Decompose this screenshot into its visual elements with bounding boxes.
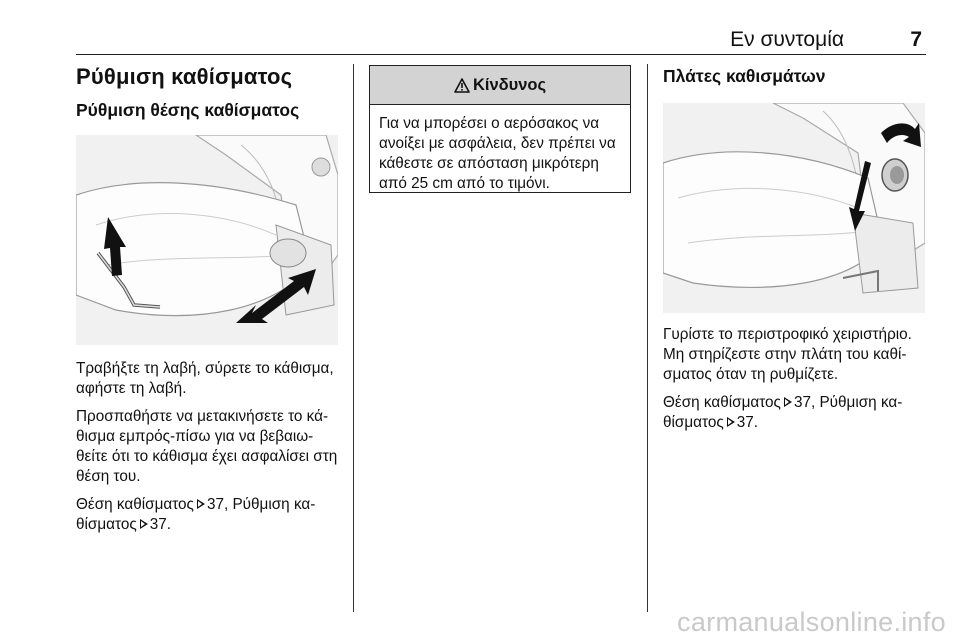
column-divider (647, 64, 648, 612)
danger-text: Για να μπορέσει ο αερόσακος να ανοίξει με ασφάλεια, δεν πρέπει να κάθεστε σε απόσταση μικρότερη από 25 cm από το τιμόνι. (379, 115, 616, 192)
backrest-figure (663, 103, 925, 313)
subsection-title: Πλάτες καθισμάτων (663, 66, 826, 86)
watermark: carmanualsonline.info (677, 607, 946, 637)
page-reference-arrow-icon (140, 519, 148, 529)
page-reference-arrow-icon (727, 417, 735, 427)
cross-reference: Θέση καθίσματος 37, Ρύθμιση κα- θίσματος 37. (663, 394, 903, 431)
section-name: Εν συντομία (730, 28, 844, 51)
section-title: Ρύθμιση καθίσματος (76, 64, 293, 89)
seat-longitudinal-adjustment-illustration (76, 135, 338, 345)
page-link[interactable]: 37, Ρύθμιση κα- (793, 394, 903, 411)
page-link[interactable]: 37, Ρύθμιση κα- (206, 496, 316, 513)
right-column (663, 64, 928, 441)
page-link[interactable]: 37. (736, 414, 758, 431)
page-reference-arrow-icon (197, 499, 205, 509)
danger-box (369, 65, 631, 193)
instruction-paragraph: Προσπαθήστε να μετακινήσετε το κά- θισμα εμπρός-πίσω για να βεβαιω- θείτε ότι το κάθισμα έχει ασφαλίσει στη θέση του. (76, 408, 338, 485)
danger-heading-text: Κίνδυνος (472, 75, 547, 94)
column-divider (353, 64, 354, 612)
left-column (76, 64, 346, 543)
danger-heading (370, 66, 630, 105)
seat-backrest-handwheel-illustration (663, 103, 925, 313)
page-link[interactable]: 37. (149, 516, 171, 533)
warning-triangle-icon (454, 78, 470, 93)
page-reference-arrow-icon (784, 397, 792, 407)
cross-reference: Θέση καθίσματος 37, Ρύθμιση κα- θίσματος 37. (76, 496, 316, 533)
instruction-paragraph: Γυρίστε το περιστροφικό χειριστήριο. Μη στηρίζεστε στην πλάτη του καθί- σματος όταν τη ρυθμίζετε. (663, 326, 912, 383)
seat-position-figure (76, 135, 338, 345)
instruction-paragraph: Τραβήξτε τη λαβή, σύρετε το κάθισμα, αφήστε τη λαβή. (76, 360, 334, 397)
page-header (76, 28, 926, 55)
page-number: 7 (910, 28, 922, 51)
subsection-title: Ρύθμιση θέσης καθίσματος (76, 100, 300, 120)
